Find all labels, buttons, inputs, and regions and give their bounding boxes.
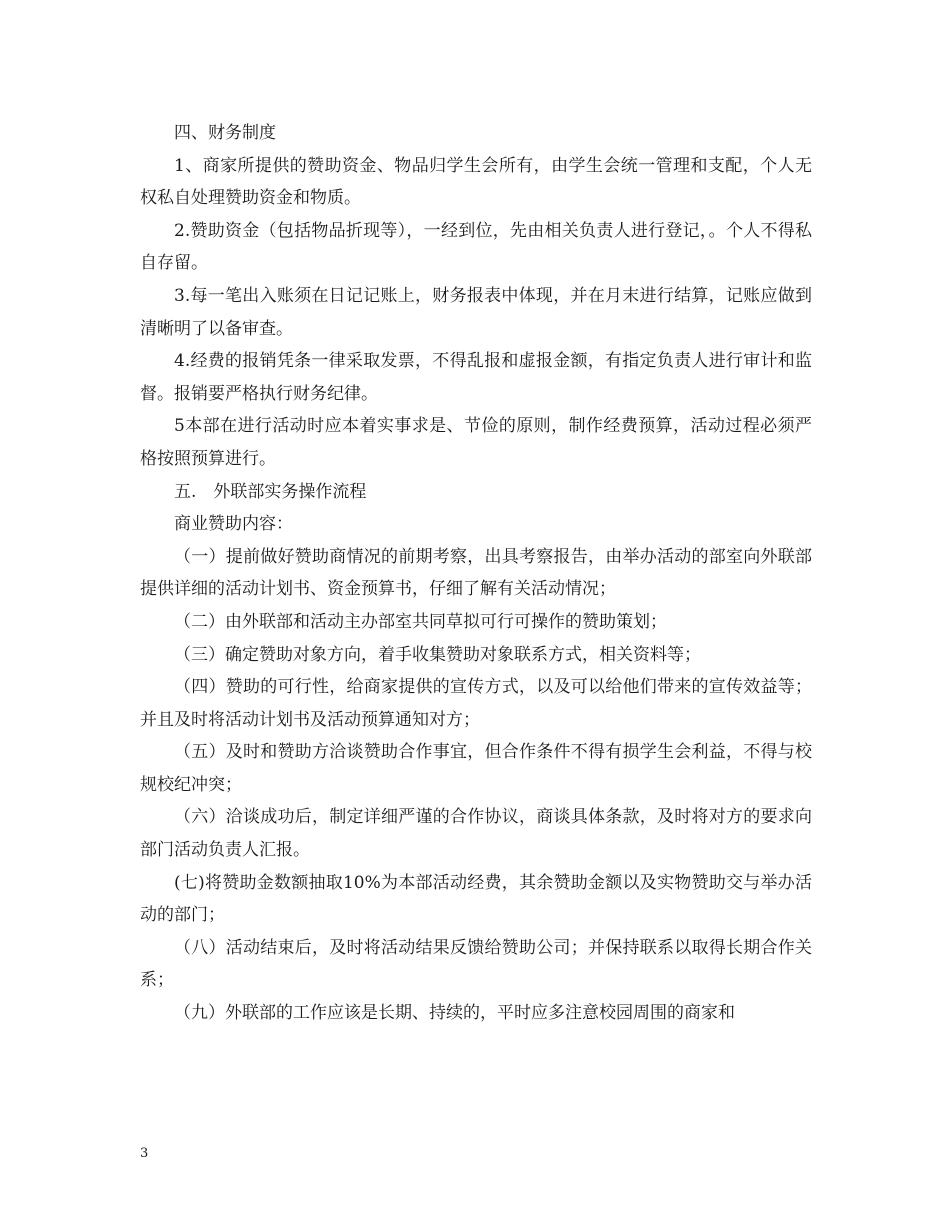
document-body xyxy=(140,117,812,1030)
list-item: （五）及时和赞助方洽谈赞助合作事宜，但合作条件不得有损学生会利益，不得与校规校纪冲突； xyxy=(140,742,812,795)
paragraph: 3.每一笔出入账须在日记记账上，财务报表中体现，并在月末进行结算，记账应做到清晰明了以备审查。 xyxy=(140,285,812,339)
page-number: 3 xyxy=(140,1146,149,1161)
list-item: （三）确定赞助对象方向，着手收集赞助对象联系方式，相关资料等； xyxy=(174,644,701,665)
section-heading-procedure: 五. 外联部实务操作流程 xyxy=(174,481,367,502)
paragraph: 2.赞助资金（包括物品折现等），一经到位，先由相关负责人进行登记，。个人不得私自存留。 xyxy=(140,220,812,274)
subheading-sponsorship: 商业赞助内容： xyxy=(174,514,293,535)
section-heading-finance: 四、财务制度 xyxy=(174,123,276,143)
paragraph: 5本部在进行活动时应本着实事求是、节俭的原则，制作经费预算，活动过程必须严格按照预算进行。 xyxy=(140,416,812,469)
list-item: （一）提前做好赞助商情况的前期考察，出具考察报告，由举办活动的部室向外联部提供详细的活动计划书、资金预算书，仔细了解有关活动情况； xyxy=(140,546,812,600)
list-item: （八）活动结束后，及时将活动结果反馈给赞助公司；并保持联系以取得长期合作关系； xyxy=(140,937,812,991)
list-item: （九）外联部的工作应该是长期、持续的，平时应多注意校园周围的商家和 xyxy=(174,1003,735,1024)
paragraph: 4.经费的报销凭条一律采取发票，不得乱报和虚报金额，有指定负责人进行审计和监督。报销要严格执行财务纪律。 xyxy=(140,351,812,404)
paragraph: 1、商家所提供的赞助资金、物品归学生会所有，由学生会统一管理和支配，个人无权私自处理赞助资金和物质。 xyxy=(140,155,812,209)
list-item: (七)将赞助金数额抽取10%为本部活动经费，其余赞助金额以及实物赞助交与举办活动的部门； xyxy=(140,872,812,926)
list-item: （二）由外联部和活动主办部室共同草拟可行可操作的赞助策划； xyxy=(174,611,667,632)
list-item: （六）洽谈成功后，制定详细严谨的合作协议，商谈具体条款，及时将对方的要求向部门活动负责人汇报。 xyxy=(140,807,812,861)
list-item: （四）赞助的可行性，给商家提供的宣传方式，以及可以给他们带来的宣传效益等；并且及时将活动计划书及活动预算通知对方； xyxy=(140,677,812,730)
